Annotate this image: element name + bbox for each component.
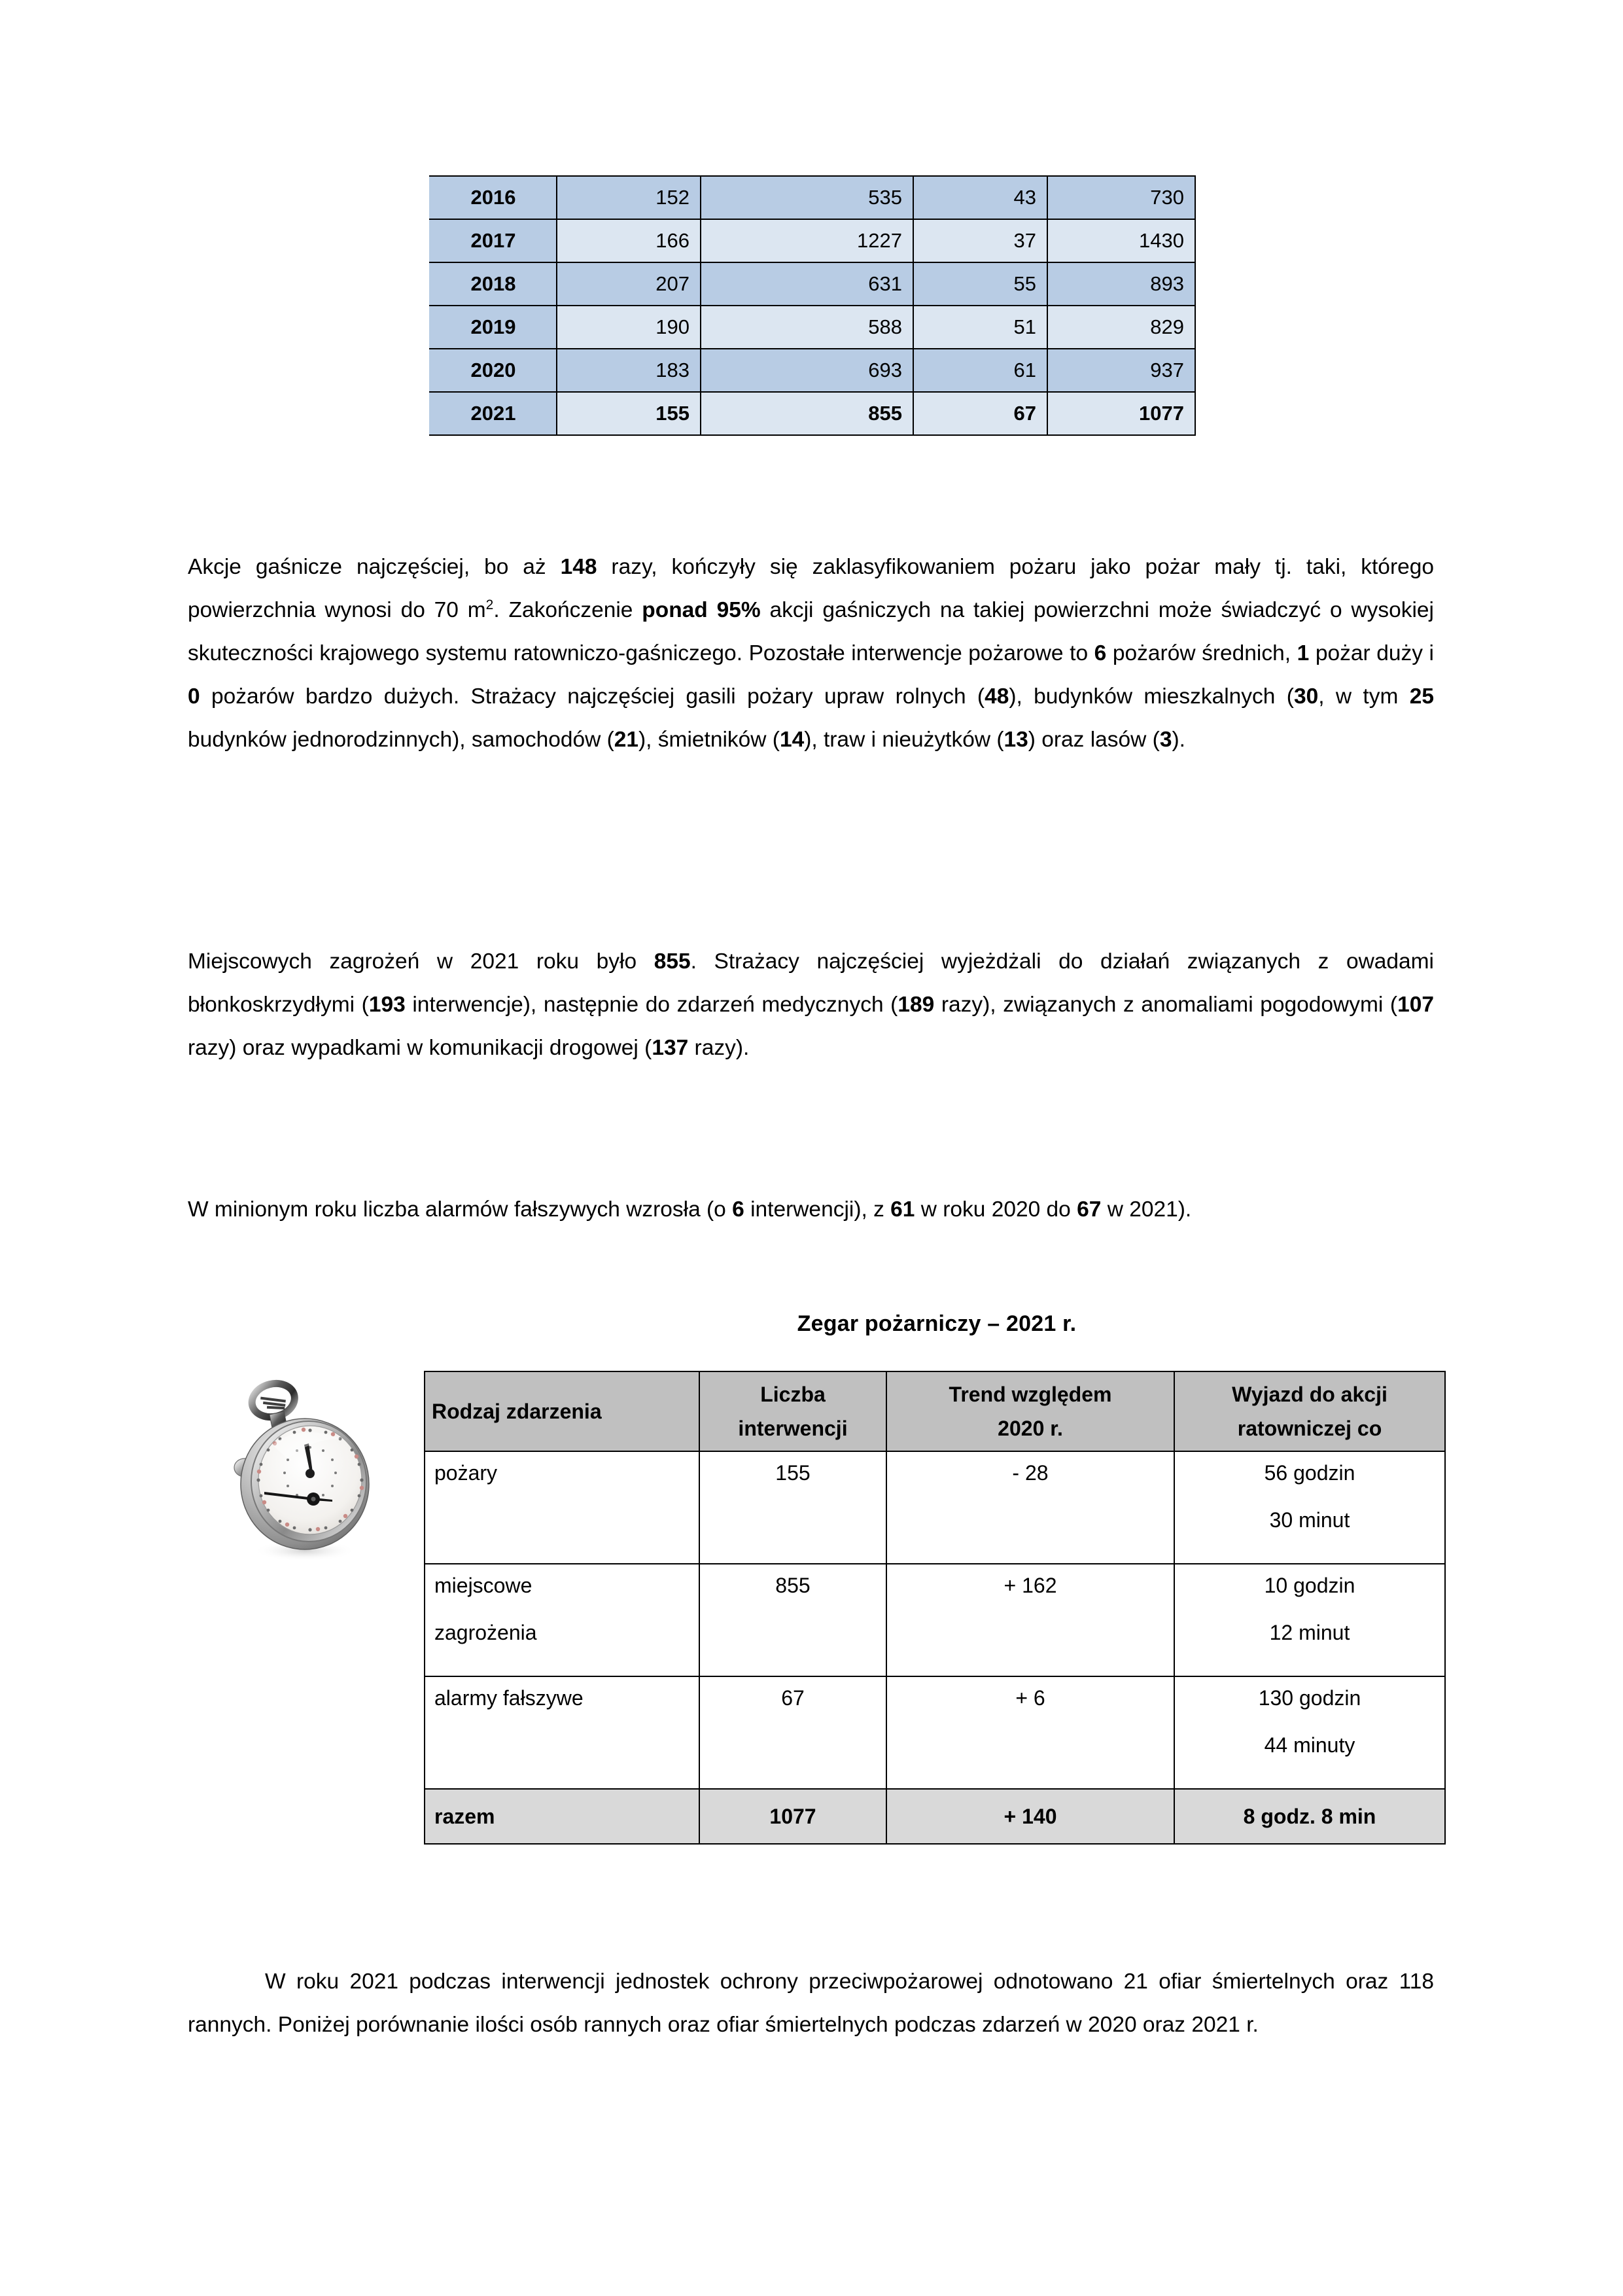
paragraph-local-threats — [188, 940, 1434, 1070]
cell-fires: 152 — [557, 176, 701, 219]
table-row — [430, 392, 1195, 435]
text-run: . Zakończenie — [493, 597, 642, 622]
interval-line2: 12 minut — [1269, 1621, 1350, 1644]
table-row — [430, 349, 1195, 392]
header-dispatch-interval — [1174, 1371, 1445, 1451]
text-run: , w tym — [1318, 684, 1410, 709]
text-run: pożarów średnich, — [1106, 641, 1297, 665]
cell-trend: - 28 — [886, 1451, 1174, 1564]
text-run: ), budynków mieszkalnych ( — [1009, 684, 1294, 709]
table-row — [425, 1451, 1445, 1564]
cell-year: 2017 — [430, 219, 557, 262]
table-header-row — [425, 1371, 1445, 1451]
text-run: interwencje), następnie do zdarzeń medycznych ( — [405, 992, 898, 1017]
cell-fires: 166 — [557, 219, 701, 262]
paragraph-fire-actions — [188, 546, 1434, 762]
table-row — [430, 306, 1195, 349]
emphasis-number: 0 — [188, 684, 200, 709]
text-run: akcji gaśniczych na takiej powierzchni może świadczyć o wysokiej skuteczności krajowego systemu ratowniczo-gaśniczego. Pozostałe interwencje pożarowe to — [188, 597, 1435, 665]
table-row — [425, 1676, 1445, 1789]
table-total-row — [425, 1789, 1445, 1844]
cell-event-type — [425, 1676, 699, 1789]
emphasis-number: 13 — [1003, 727, 1028, 752]
text-run: razy) oraz wypadkami w komunikacji drogowej ( — [188, 1035, 652, 1060]
yearly-statistics-table — [429, 175, 1196, 436]
text-run: ). — [1172, 727, 1185, 752]
cell-false-alarms: 61 — [913, 349, 1047, 392]
emphasis-number: 21 — [614, 727, 639, 752]
event-type-line1: alarmy fałszywe — [434, 1686, 584, 1710]
emphasis-number: 25 — [1409, 684, 1434, 709]
cell-year: 2019 — [430, 306, 557, 349]
cell-interval — [1174, 1451, 1445, 1564]
cell-fires: 183 — [557, 349, 701, 392]
interval-line2: 44 minuty — [1264, 1733, 1355, 1757]
cell-year: 2016 — [430, 176, 557, 219]
text-run: Akcje gaśnicze najczęściej, bo aż — [188, 554, 561, 579]
cell-total-trend: + 140 — [886, 1789, 1174, 1844]
cell-total: 893 — [1047, 262, 1195, 306]
cell-total: 829 — [1047, 306, 1195, 349]
header-trend-line2: 2020 r. — [998, 1417, 1063, 1440]
header-intervention-count — [699, 1371, 886, 1451]
cell-fires: 155 — [557, 392, 701, 435]
text-run: razy), związanych z anomaliami pogodowymi ( — [934, 992, 1398, 1017]
event-type-line2: zagrożenia — [434, 1621, 537, 1644]
cell-year: 2021 — [430, 392, 557, 435]
text-run: w roku 2020 do — [915, 1197, 1077, 1222]
header-trend-line1: Trend względem — [949, 1383, 1112, 1406]
text-run: razy). — [688, 1035, 750, 1060]
text-run: w 2021). — [1101, 1197, 1192, 1222]
cell-event-type — [425, 1451, 699, 1564]
cell-count: 155 — [699, 1451, 886, 1564]
text-run: . Strażacy najczęściej wyjeżdżali do działań związanych z owadami błonkoskrzydłymi ( — [188, 949, 1435, 1017]
header-event-type — [425, 1371, 699, 1451]
cell-total-interval: 8 godz. 8 min — [1174, 1789, 1445, 1844]
emphasis-number: 67 — [1077, 1197, 1102, 1222]
emphasis-number: 189 — [898, 992, 935, 1017]
header-trend — [886, 1371, 1174, 1451]
text-run: interwencji), z — [744, 1197, 891, 1222]
interval-line1: 130 godzin — [1258, 1686, 1361, 1710]
table-row — [430, 262, 1195, 306]
interval-line1: 10 godzin — [1264, 1574, 1355, 1597]
cell-year: 2018 — [430, 262, 557, 306]
text-run: ), traw i nieużytków ( — [804, 727, 1004, 752]
paragraph-casualties: W roku 2021 podczas interwencji jednostek ochrony przeciwpożarowej odnotowano 21 ofiar śmiertelnych oraz 118 rannych. Poniżej porównanie ilości osób rannych oraz ofiar śmiertelnych podczas zdarzeń w 2020 oraz 2021 r. — [188, 1969, 1434, 2037]
header-interval-line2: ratowniczej co — [1237, 1417, 1382, 1440]
cell-fires: 207 — [557, 262, 701, 306]
interval-line2: 30 minut — [1269, 1508, 1350, 1532]
fire-clock-table — [424, 1371, 1446, 1845]
section-title-fire-clock: Zegar pożarniczy – 2021 r. — [797, 1311, 1077, 1336]
emphasis-number: 30 — [1293, 684, 1319, 709]
table-row — [425, 1564, 1445, 1676]
emphasis-number: 48 — [985, 684, 1009, 709]
cell-local: 1227 — [701, 219, 913, 262]
table-row — [430, 219, 1195, 262]
cell-false-alarms: 51 — [913, 306, 1047, 349]
emphasis-number: 3 — [1159, 727, 1172, 752]
cell-local: 535 — [701, 176, 913, 219]
cell-local: 693 — [701, 349, 913, 392]
cell-false-alarms: 37 — [913, 219, 1047, 262]
header-count-line2: interwencji — [738, 1417, 848, 1440]
text-run: razy, kończyły się zaklasyfikowaniem pożaru jako pożar mały tj. taki, którego powierzchnia wynosi do 70 m — [188, 554, 1434, 622]
cell-interval — [1174, 1564, 1445, 1676]
text-run: pożarów bardzo dużych. Strażacy najczęściej gasili pożary upraw rolnych ( — [200, 684, 985, 709]
cell-false-alarms: 67 — [913, 392, 1047, 435]
emphasis-number: 14 — [779, 727, 805, 752]
emphasis-number: 148 — [560, 554, 597, 579]
cell-local: 588 — [701, 306, 913, 349]
stopwatch-image — [228, 1371, 378, 1568]
cell-event-type — [425, 1564, 699, 1676]
cell-total: 1077 — [1047, 392, 1195, 435]
cell-false-alarms: 55 — [913, 262, 1047, 306]
text-run: Miejscowych zagrożeń w 2021 roku było — [188, 949, 654, 974]
cell-total: 937 — [1047, 349, 1195, 392]
text-run: W minionym roku liczba alarmów fałszywych wzrosła (o — [188, 1197, 733, 1222]
text-run: budynków jednorodzinnych), samochodów ( — [188, 727, 614, 752]
text-run: pożar duży i — [1309, 641, 1434, 665]
cell-year: 2020 — [430, 349, 557, 392]
emphasis-number: 107 — [1397, 992, 1434, 1017]
emphasis-number: 855 — [654, 949, 691, 974]
cell-total: 730 — [1047, 176, 1195, 219]
cell-false-alarms: 43 — [913, 176, 1047, 219]
header-interval-line1: Wyjazd do akcji — [1232, 1383, 1387, 1406]
cell-fires: 190 — [557, 306, 701, 349]
header-event-type-label: Rodzaj zdarzenia — [432, 1400, 602, 1423]
cell-local: 631 — [701, 262, 913, 306]
emphasis-number: 6 — [732, 1197, 744, 1222]
yearly-statistics-table-wrapper — [429, 175, 1195, 436]
emphasis-percent: ponad 95% — [642, 597, 761, 622]
superscript-squared: 2 — [485, 597, 494, 612]
event-type-line1: miejscowe — [434, 1574, 532, 1597]
text-run: ) oraz lasów ( — [1028, 727, 1160, 752]
emphasis-number: 137 — [652, 1035, 689, 1060]
paragraph-false-alarms — [188, 1188, 1434, 1231]
emphasis-number: 1 — [1297, 641, 1310, 665]
text-run: ), śmietników ( — [638, 727, 780, 752]
table-row — [430, 176, 1195, 219]
emphasis-number: 6 — [1094, 641, 1107, 665]
fire-clock-table-wrapper — [424, 1371, 1444, 1845]
cell-interval — [1174, 1676, 1445, 1789]
cell-trend: + 162 — [886, 1564, 1174, 1676]
cell-local: 855 — [701, 392, 913, 435]
cell-total: 1430 — [1047, 219, 1195, 262]
cell-total-count: 1077 — [699, 1789, 886, 1844]
emphasis-number: 61 — [890, 1197, 915, 1222]
cell-total-label: razem — [425, 1789, 699, 1844]
cell-trend: + 6 — [886, 1676, 1174, 1789]
cell-count: 67 — [699, 1676, 886, 1789]
header-count-line1: Liczba — [760, 1383, 826, 1406]
event-type-line1: pożary — [434, 1461, 498, 1485]
interval-line1: 56 godzin — [1264, 1461, 1355, 1485]
cell-count: 855 — [699, 1564, 886, 1676]
emphasis-number: 193 — [368, 992, 406, 1017]
